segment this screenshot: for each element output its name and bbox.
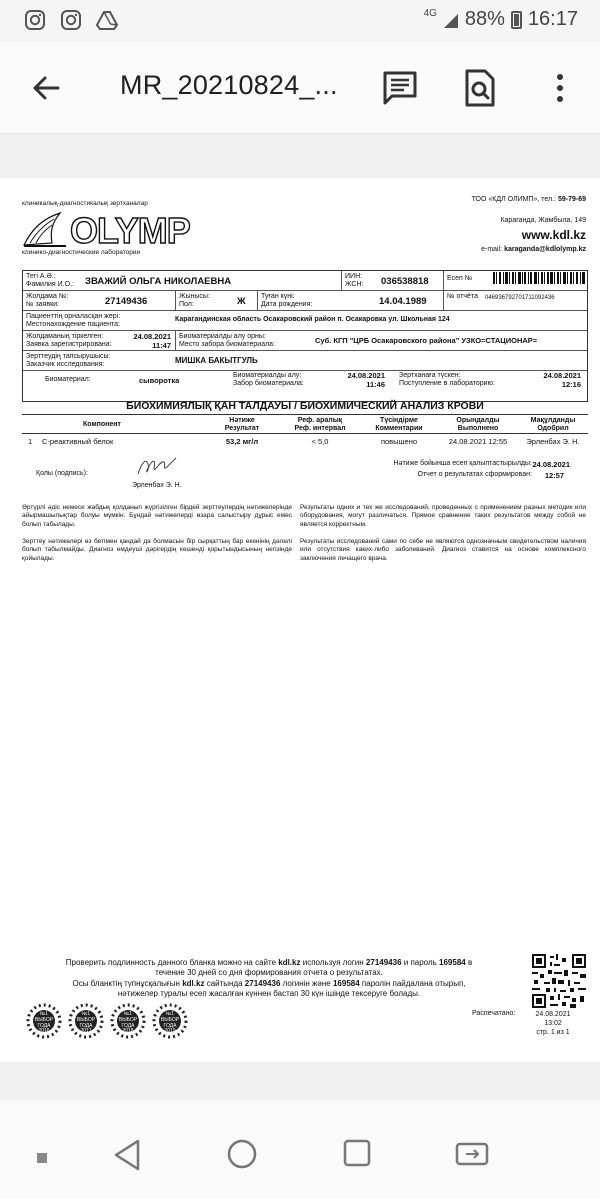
battery-percent: 88%: [464, 8, 505, 30]
award-badges: [24, 1000, 188, 1042]
results-header: Компонент Нәтиже Результат Реф. аралық Реф. интервал Түсіндірме Комментарии Орындалды Выполнено Мақұлданды Одобрил: [22, 414, 588, 434]
patient-row-location: Пациенттің орналасқан жері: Местонахождение пациента: Карагандинская область Осакаровский район п. Осакаровка ул. Школьная 124: [23, 311, 587, 331]
drive-icon: [96, 9, 118, 31]
patient-info-table: [22, 270, 588, 402]
instagram-icon: [24, 9, 46, 31]
more-options-icon[interactable]: [540, 68, 580, 108]
result-reference: < 5,0: [311, 437, 329, 446]
result-component: С-реактивный белок: [42, 437, 114, 446]
patient-row-name: Тегі А.Ә.: Фамилия И.О.: ЗВАЖИЙ ОЛЬГА НИКОЛАЕВНА ИИН: ЖСН: 036538818 Есеп №: [23, 271, 587, 291]
signature-name: Эрленбах Э. Н.: [132, 482, 182, 489]
signal-icon: [443, 11, 459, 29]
document-title: MR_20210824_...: [120, 70, 338, 100]
app-bar: [0, 42, 600, 134]
award-badge: №1 ВЫБОР ГОДА 2019: [150, 1000, 190, 1042]
patient-dob: 14.04.1989: [379, 296, 427, 307]
battery-icon: [511, 11, 522, 29]
document-page[interactable]: клиникалық-диагностикалық зертханалар OLYMP клинико-диагностические лаборатории ТОО «КДЛ ОЛИМП», тел.: 59-79-69 Караганда, Жамбыла, 149 www.kdl.kz e-mail: karaganda@kdlolymp.kz Тегі А.Ә.: Фамилия И.О.: ЗВАЖИЙ ОЛЬГА НИКОЛАЕВНА ИИН: ЖСН: 036538818 Есеп № Жолдама №: № заявки: 27149436 Жынысы: Пол: Ж Туған күні: Дата рождения: 14.04.1989 № отчёта 046936792701711092436 Пациенттің орналасқан жері: Местонахождение пациента: Карагандинская область Осакаровский район п. Осакаровка ул. Школьная 124 Жолдаманың тіркелген: Заявка зарегистрирована: 24.08.2021 11:47 Биоматериалды алу орны: Место забора биоматериала: Суб. КГП "ЦРБ Осакаровского района" УЗКО=СТАЦИОНАР= Зерттеудің тапсырушысы: Заказчик исследования: МИШКА БАКЫТГУЛЬ Биоматериал: сыворотка Биоматериалды алу: Забор биоматериала: 24.08.2021 11:46 Зертханаға түскен: Поступление в лабораторию: 24.08.2021 12:16 БИОХИМИЯЛЫҚ ҚАН ТАЛДАУЫ / БИОХИМИЧЕСКИЙ АНАЛИЗ КРОВИ Компонент Нәтиже Результат Реф. аралық Реф. интервал Түсіндірме Комментарии Орындалды Выполнено Мақұлданды Одобрил 1 С-реактивный белок 53,2 мг/л < 5,0 повышено 24.08.2021 12:55 Эрленбах Э. Н. Қолы (подпись): Эрленбах Э. Н. Нәтиже бойынша есеп қалыптастырылды: 24.08.2021 Отчет о результатах сформирован: 12:57 Әртүрлі әдіс немесе жабдық қолданып жүргізілген бірдей зерттеулердің нәтижелерінде айырмашылықтар болуы мүмкін. Бұндай нәтижелерді өзара салыстыру дұрыс емес болып табылады. Зерттеу нәтижелері өз бетімен қандай да болмасын бір сырқаттың бар екенінің дәлелі болып табылмайды. Диагноз емдеуші дәрігердің кешенді қорытындысының негізінде қойылады. Результаты одних и тех же исследований, проведенных с применением разных методик или оборудования, могут различаться. Прямое сравнение таких результатов между собой не является корректным. Результаты исследований сами по себе не являются однозначным свидетельством наличия или отсутствия каких-либо заболеваний. Диагноз ставится на основе комплексного заключения лечащего врача. Проверить подлинность данного бланка можно на сайте kdl.kz используя логин 27149436 и пароль 169584 в течение 30 дней со дня формирования отчета о результатах. Осы бланктің түпнұсқалығын kdl.kz сайтында 27149436 логинін және 169584 паролін пайдалана отырып, нәтижелер туралы есеп жасалған күннен бастап 30 күн ішінде тексеруге болады. №1 ВЫБОР ГОДА 2016 №1 ВЫБОР ГОДА 2017 №1 ВЫБОР ГОДА 2018 №1 ВЫБОР ГОДА 2019 Распечатано: 24.08.2021 13:02 стр. 1 из 1: [14, 178, 592, 1062]
patient-location: Карагандинская область Осакаровский район п. Осакаровка ул. Школьная 124: [175, 316, 450, 323]
patient-row-biomaterial: Биоматериал: сыворотка Биоматериалды алу: Забор биоматериала: 24.08.2021 11:46 Зертханаға түскен: Поступление в лабораторию: 24.08.2021 12:16: [23, 371, 587, 403]
rotate-screen-icon[interactable]: [454, 1138, 490, 1168]
qr-code: [532, 954, 586, 1008]
patient-row-customer: Зерттеудің тапсырушысы: Заказчик исследования: МИШКА БАКЫТГУЛЬ: [23, 351, 587, 371]
instagram-icon: [60, 9, 82, 31]
navigation-bar: [0, 1100, 600, 1199]
award-badge: №1 ВЫБОР ГОДА 2017: [66, 1000, 106, 1042]
note-kz-1: Әртүрлі әдіс немесе жабдық қолданып жүргізілген бірдей зерттеулердің нәтижелерінде айырмашылықтар болуы мүмкін. Бұндай нәтижелерді өзара салыстыру дұрыс емес болып табылады.: [22, 504, 292, 528]
status-bar: [0, 0, 600, 42]
award-badge: №1 ВЫБОР ГОДА 2018: [108, 1000, 148, 1042]
report-number: 046936792701711092436: [485, 295, 555, 301]
patient-iin: 036538818: [381, 276, 429, 287]
search-document-icon[interactable]: [460, 68, 500, 108]
order-number: 27149436: [105, 296, 148, 307]
recent-small-icon[interactable]: [36, 1152, 48, 1164]
result-done: 24.08.2021 12:55: [448, 437, 508, 446]
printed-label: Распечатано:: [472, 1010, 516, 1017]
signature-label: Қолы (подпись):: [36, 470, 88, 477]
olymp-logo-mark: [22, 209, 204, 249]
patient-name: ЗВАЖИЙ ОЛЬГА НИКОЛАЕВНА: [85, 276, 232, 287]
collection-place: Суб. КГП "ЦРБ Осакаровского района" УЗКО=СТАЦИОНАР=: [315, 336, 538, 345]
patient-row-registered: Жолдаманың тіркелген: Заявка зарегистрирована: 24.08.2021 11:47 Биоматериалды алу орны: Место забора биоматериала: Суб. КГП "ЦРБ Осакаровского района" УЗКО=СТАЦИОНАР=: [23, 331, 587, 351]
svg-text:OLYMP: OLYMP: [70, 210, 190, 249]
analysis-title: БИОХИМИЯЛЫҚ ҚАН ТАЛДАУЫ / БИОХИМИЧЕСКИЙ АНАЛИЗ КРОВИ: [126, 400, 484, 412]
company-logo: клиникалық-диагностикалық зертханалар OLYMP клинико-диагностические лаборатории: [22, 200, 202, 260]
patient-sex: Ж: [237, 296, 246, 307]
result-value: 53,2 мг/л: [225, 437, 259, 446]
note-ru-1: Результаты одних и тех же исследований, проведенных с применением разных методик или оборудования, могут различаться. Прямое сравнение таких результатов между собой не является корректным.: [300, 504, 586, 528]
viewer-background: [0, 1062, 600, 1100]
home-icon[interactable]: [226, 1138, 258, 1170]
company-info: ТОО «КДЛ ОЛИМП», тел.: 59-79-69: [471, 196, 586, 203]
customer-name: МИШКА БАКЫТГУЛЬ: [175, 356, 258, 365]
verification-note: Проверить подлинность данного бланка можно на сайте kdl.kz используя логин 27149436 и пароль 169584 в течение 30 дней со дня формирования отчета о результатах. Осы бланктің түпнұсқалығын kdl.kz сайтында 27149436 логинін және 169584 паролін пайдалана отырып, нәтижелер туралы есеп жасалған күннен бастап 30 күн ішінде тексеруге болады.: [65, 958, 473, 999]
overview-icon[interactable]: [342, 1138, 372, 1168]
back-arrow-icon[interactable]: [28, 70, 64, 106]
viewer-background: [0, 134, 600, 178]
signature-image: [132, 454, 182, 480]
report-barcode: [493, 272, 585, 284]
patient-row-order: Жолдама №: № заявки: 27149436 Жынысы: Пол: Ж Туған күні: Дата рождения: 14.04.1989 № отчёта 046936792701711092436: [23, 291, 587, 311]
clock: 16:17: [527, 8, 578, 30]
back-icon[interactable]: [112, 1138, 142, 1172]
comment-icon[interactable]: [380, 68, 420, 108]
result-comment: повышено: [380, 437, 418, 446]
note-kz-2: Зерттеу нәтижелері өз бетімен қандай да болмасын бір сырқаттың бар екенінің дәлелі болып табылмайды. Диагноз емдеуші дәрігердің кешенді қорытындысының негізінде қойылады.: [22, 538, 292, 562]
biomaterial: сыворотка: [139, 376, 180, 385]
note-ru-2: Результаты исследований сами по себе не являются однозначным свидетельством наличия или отсутствия каких-либо заболеваний. Диагноз ставится на основе комплексного заключения лечащего врача.: [300, 538, 586, 562]
award-badge: №1 ВЫБОР ГОДА 2016: [24, 1000, 64, 1042]
company-email: e-mail: karaganda@kdlolymp.kz: [481, 246, 586, 253]
result-row: 1 С-реактивный белок 53,2 мг/л < 5,0 повышено 24.08.2021 12:55 Эрленбах Э. Н.: [22, 436, 588, 448]
result-approved: Эрленбах Э. Н.: [526, 437, 580, 446]
company-website: www.kdl.kz: [521, 228, 586, 242]
printed-info: 24.08.2021 13:02 стр. 1 из 1: [535, 1011, 571, 1037]
company-address: Караганда, Жамбыла, 149: [500, 217, 586, 224]
network-type: 4G: [423, 8, 437, 19]
